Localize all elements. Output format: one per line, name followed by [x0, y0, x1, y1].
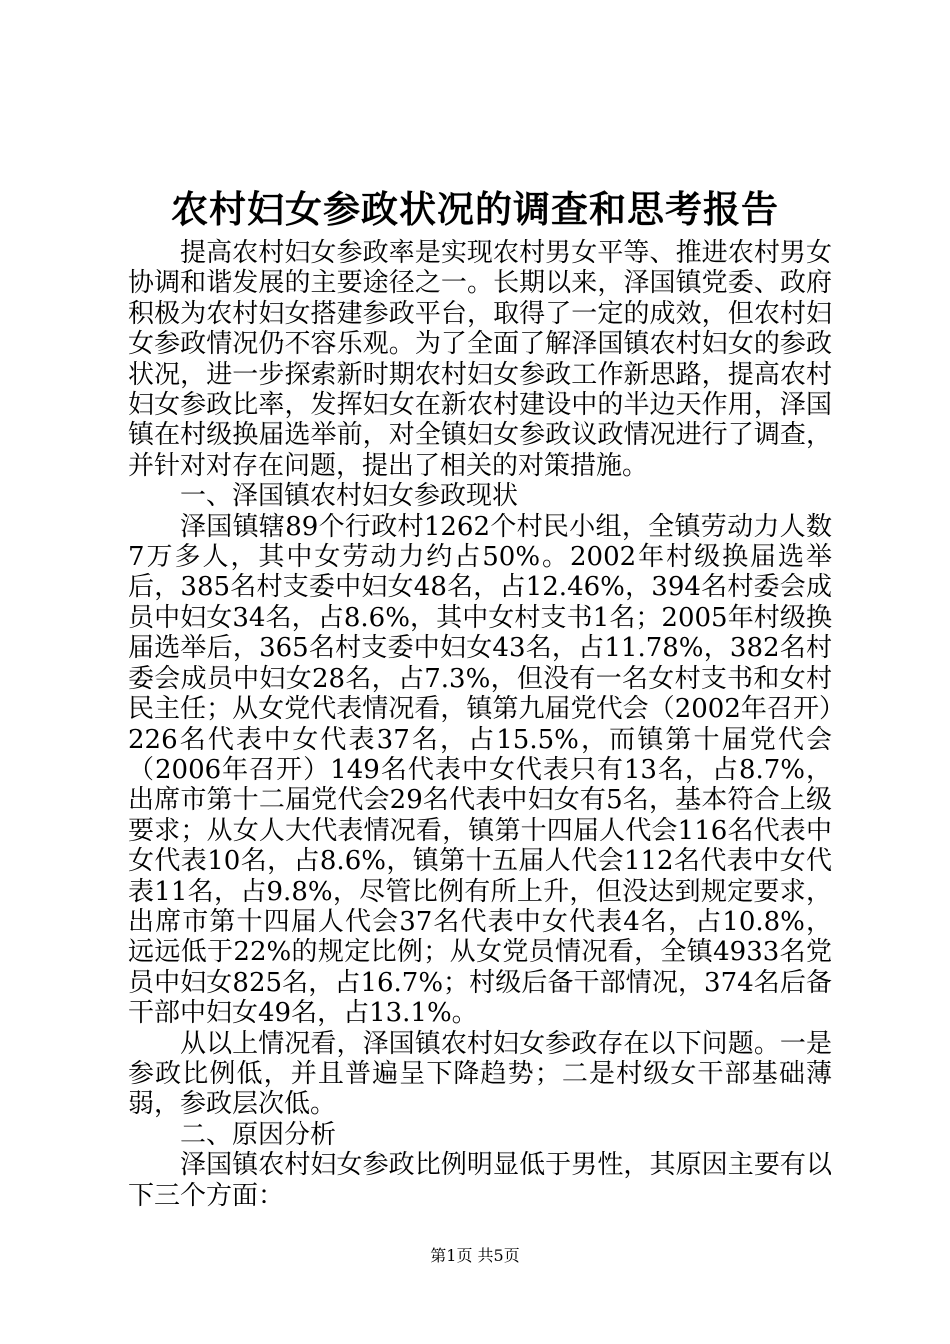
document-title: 农村妇女参政状况的调查和思考报告 — [171, 187, 779, 231]
document-body — [128, 238, 832, 1211]
page-footer: 第1页 共5页 — [430, 1246, 520, 1265]
section-heading-2: 二、原因分析 — [180, 1119, 337, 1150]
paragraph-status: 泽国镇辖89个行政村1262个村民小组，全镇劳动力人数7万多人，其中女劳动力约占50%。2002年村级换届选举后，385名村支委中妇女48名，占12.46%，394名村委会成员中妇女34名，占8.6%，其中女村支书1名；2005年村级换届选举后，365名村支委中妇女43名，占11.78%，382名村委会成员中妇女28名，占7.3%，但没有一名女村支书和女村民主任；从女党代表情况看，镇第九届党代会（2002年召开）226名代表中女代表37名，占15.5%，而镇第十届党代会（2006年召开）149名代表中女代表只有13名，占8.7%，出席市第十二届党代会29名代表中妇女有5名，基本符合上级要求；从女人大代表情况看，镇第十四届人代会116名代表中女代表10名，占8.6%，镇第十五届人代会112名代表中女代表11名，占9.8%，尽管比例有所上升，但没达到规定要求，出席市第十四届人代会37名代表中女代表4名，占10.8%，远远低于22%的规定比例；从女党员情况看，全镇4933名党员中妇女825名，占16.7%；村级后备干部情况，374名后备干部中妇女49名，占13.1%。 — [128, 511, 832, 1029]
paragraph-analysis: 泽国镇农村妇女参政比例明显低于男性，其原因主要有以下三个方面： — [128, 1150, 832, 1211]
paragraph-intro: 提高农村妇女参政率是实现农村男女平等、推进农村男女协调和谐发展的主要途径之一。长期以来，泽国镇党委、政府积极为农村妇女搭建参政平台，取得了一定的成效，但农村妇女参政情况仍不容乐观。为了全面了解泽国镇农村妇女的参政状况，进一步探索新时期农村妇女参政工作新思路，提高农村妇女参政比率，发挥妇女在新农村建设中的半边天作用，泽国镇在村级换届选举前，对全镇妇女参政议政情况进行了调查，并针对对存在问题，提出了相关的对策措施。 — [128, 238, 832, 481]
section-heading-1: 一、泽国镇农村妇女参政现状 — [180, 481, 519, 512]
paragraph-problems: 从以上情况看，泽国镇农村妇女参政存在以下问题。一是参政比例低，并且普遍呈下降趋势；二是村级女干部基础薄弱，参政层次低。 — [128, 1028, 832, 1120]
